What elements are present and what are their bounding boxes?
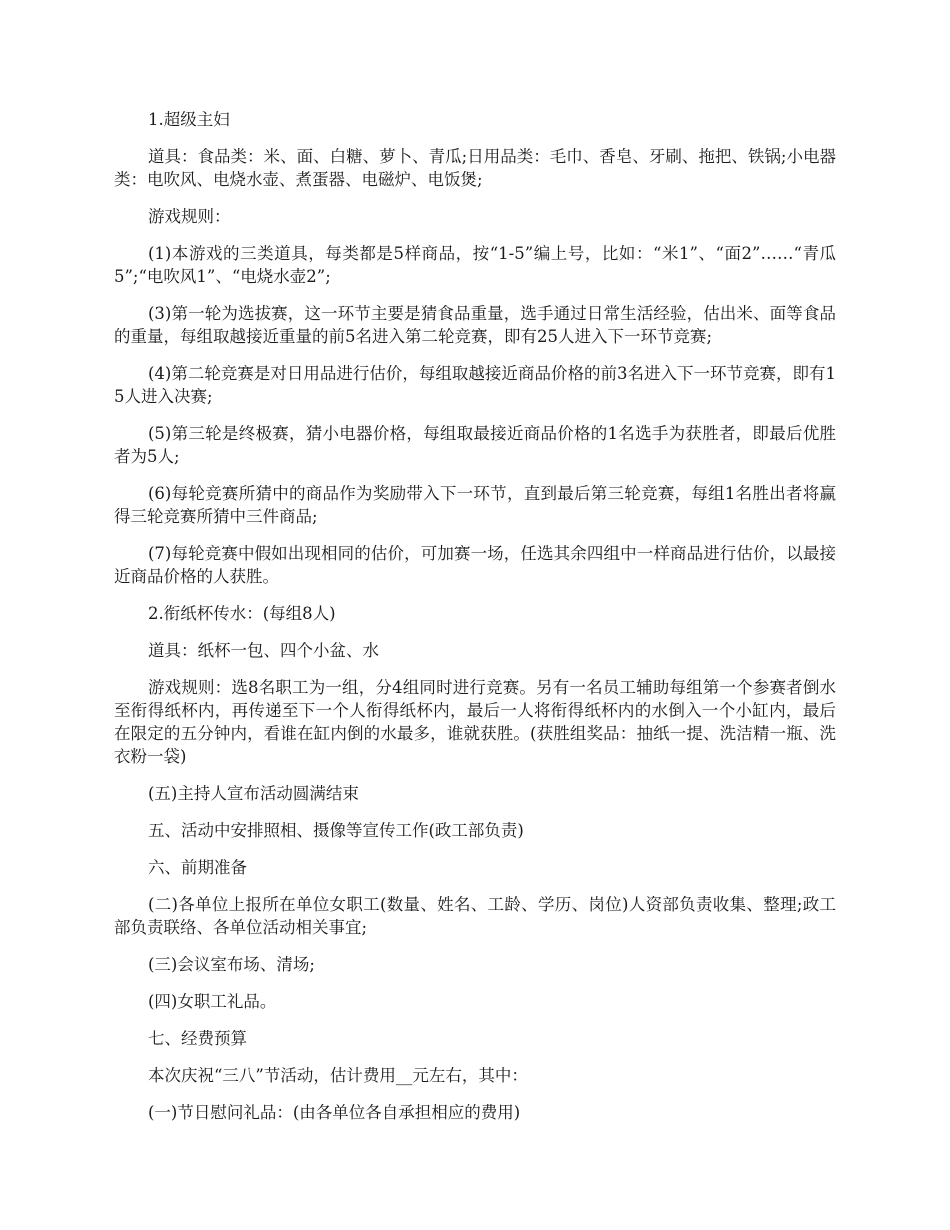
rule-item-6: (6)每轮竞赛所猜中的商品作为奖励带入下一环节，直到最后第三轮竞赛，每组1名胜出者将赢得三轮竞赛所猜中三件商品; — [114, 484, 836, 526]
cup-relay-rules: 游戏规则：选8名职工为一组，分4组同时进行竞赛。另有一名员工辅助每组第一个参赛者倒水至衔得纸杯内，再传递至下一个人衔得纸杯内，最后一人将衔得纸杯内的水倒入一个小缸内，最后在限定的五分钟内，看谁在缸内倒的水最多，谁就获胜。(获胜组奖品：抽纸一提、洗洁精一瓶、洗衣粉一袋) — [114, 678, 836, 766]
prep-item-2: (二)各单位上报所在单位女职工(数量、姓名、工龄、学历、岗位)人资部负责收集、整理;政工部负责联络、各单位活动相关事宜; — [114, 895, 836, 937]
budget-item-1: (一)节日慰问礼品：(由各单位各自承担相应的费用) — [148, 1103, 521, 1122]
section-six: 六、前期准备 — [148, 858, 247, 877]
budget-intro: 本次庆祝“三八”节活动，估计费用__元左右，其中： — [148, 1066, 528, 1085]
rule-item-1: (1)本游戏的三类道具，每类都是5样商品，按“1-5”编上号，比如：“米1”、“面2”……“青瓜5”;“电吹风1”、“电烧水壶2”; — [114, 244, 836, 286]
heading-super-housewife: 1.超级主妇 — [148, 110, 230, 129]
prep-item-3: (三)会议室布场、清场; — [148, 955, 315, 974]
cup-relay-props: 道具：纸杯一包、四个小盆、水 — [148, 641, 379, 660]
document-body — [114, 108, 836, 1138]
prep-item-4: (四)女职工礼品。 — [148, 992, 277, 1011]
host-closing: (五)主持人宣布活动圆满结束 — [148, 784, 359, 803]
rules-heading: 游戏规则： — [148, 207, 231, 226]
rule-item-7: (7)每轮竞赛中假如出现相同的估价，可加赛一场，任选其余四组中一样商品进行估价，以最接近商品价格的人获胜。 — [114, 544, 836, 586]
rule-item-4: (4)第二轮竞赛是对日用品进行估价，每组取越接近商品价格的前3名进入下一环节竞赛，即有15人进入决赛; — [114, 364, 836, 406]
rule-item-5: (5)第三轮是终极赛，猜小电器价格，每组取最接近商品价格的1名选手为获胜者，即最后优胜者为5人; — [114, 424, 836, 466]
props-paragraph: 道具：食品类：米、面、白糖、萝卜、青瓜;日用品类：毛巾、香皂、牙刷、拖把、铁锅;小电器类：电吹风、电烧水壶、煮蛋器、电磁炉、电饭煲; — [114, 147, 836, 189]
rule-item-3: (3)第一轮为选拔赛，这一环节主要是猜食品重量，选手通过日常生活经验，估出米、面等食品的重量，每组取越接近重量的前5名进入第二轮竞赛，即有25人进入下一环节竞赛; — [114, 304, 836, 346]
heading-cup-relay: 2.衔纸杯传水：(每组8人) — [148, 604, 336, 623]
section-five: 五、活动中安排照相、摄像等宣传工作(政工部负责) — [148, 821, 524, 840]
section-seven: 七、经费预算 — [148, 1029, 247, 1048]
